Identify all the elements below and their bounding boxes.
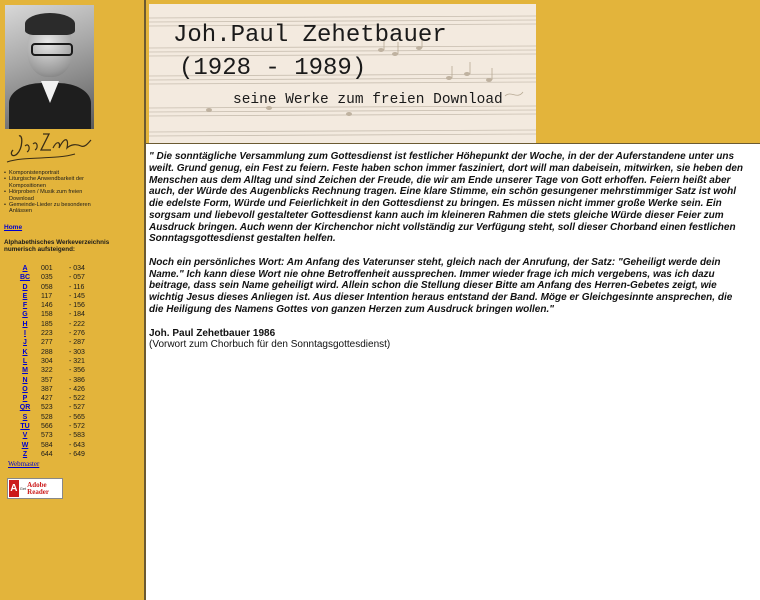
index-letter-link[interactable]: N [22, 376, 28, 384]
index-range-start: 322 [41, 367, 53, 375]
index-letter-link[interactable]: V [22, 432, 28, 440]
index-range-end: - 303 [69, 348, 85, 356]
index-row [14, 376, 109, 385]
portrait-hair [25, 13, 75, 35]
index-row [14, 273, 109, 282]
index-row [14, 338, 109, 347]
index-letter-link[interactable]: TU [20, 423, 30, 431]
index-letter-link[interactable]: K [22, 348, 28, 356]
index-range-end: - 287 [69, 339, 85, 347]
index-range-start: 427 [41, 395, 53, 403]
composer-portrait [5, 5, 94, 129]
menu-item-hoerproben[interactable] [4, 189, 100, 202]
index-heading: Alphabethisches Werkeverzeichnis numerisch aufsteigend: [4, 239, 110, 254]
quote-source: (Vorwort zum Chorbuch für den Sonntagsgottesdienst) [149, 339, 391, 351]
index-row [14, 403, 109, 412]
index-range-end: - 572 [69, 423, 85, 431]
bullet-icon: • [4, 170, 6, 176]
menu-item-gemeinde-lieder[interactable] [4, 202, 100, 215]
index-range-end: - 583 [69, 432, 85, 440]
badge-reader-label: Adobe Reader [27, 480, 49, 496]
index-range-end: - 321 [69, 357, 85, 365]
index-range-end: - 034 [69, 265, 85, 272]
index-row [14, 264, 109, 273]
index-range-end: - 386 [69, 376, 85, 384]
index-row [14, 329, 109, 338]
index-range-start: 644 [41, 450, 53, 458]
quote-paragraph: Noch ein persönliches Wort: Am Anfang des Vaterunser steht, gleich nach der Anrufung, der Satz: "Geheiligt werde dein Name." Ich kann diese Wort nie ohne Betroffenheit aussprechen. Immer wieder frage ich mich vergebens, was ich dazu beitrage, dass sein Name geheiligt wird. Allein schon die Stellung dieser Bitte am Anfang des Herren-Gebetes zeigt, wie wichtig Jesus dieses Anliegen ist. Aus dieser Intention heraus entstand der Band. Möge er Gleichgesinnte ansprechen, die die Heiligung des Namens Gottes von ganzen Herzen zum Ausdruck bringen wollen." [149, 256, 733, 315]
index-range-end: - 116 [69, 283, 85, 291]
index-row [14, 394, 109, 403]
index-range-start: 528 [41, 413, 53, 421]
index-letter-link[interactable]: A [22, 265, 28, 272]
index-letter-link[interactable]: I [24, 330, 26, 338]
index-range-start: 001 [41, 265, 53, 272]
index-row [14, 283, 109, 292]
index-row [14, 422, 109, 431]
index-range-end: - 222 [69, 320, 85, 328]
index-row [14, 450, 109, 459]
index-range-start: 146 [41, 302, 53, 310]
bullet-icon: • [4, 189, 6, 196]
page-title: Joh.Paul Zehetbauer [173, 22, 447, 49]
header-banner [149, 4, 536, 143]
index-range-start: 523 [41, 404, 53, 412]
index-letter-link[interactable]: E [22, 292, 28, 300]
index-letter-link[interactable]: W [21, 441, 29, 449]
index-letter-link[interactable]: L [22, 357, 28, 365]
menu-item-label: Hörproben / Musik zum freien Download [9, 189, 83, 202]
index-range-start: 223 [41, 330, 53, 338]
page-subtitle: seine Werke zum freien Download [233, 92, 503, 108]
index-range-start: 058 [41, 283, 53, 291]
menu-item-label: Gemeinde-Lieder zu besonderen Anlässen [9, 202, 91, 215]
header-divider [146, 143, 760, 144]
menu-item-label: Liturgische Anwendbarkeit der Kompositionen [9, 176, 84, 189]
index-range-start: 573 [41, 432, 53, 440]
bullet-icon: • [4, 176, 6, 183]
paragraph-spacer [149, 245, 749, 257]
index-range-end: - 156 [69, 302, 85, 310]
index-row [14, 292, 109, 301]
index-row [14, 357, 109, 366]
index-letter-link[interactable]: G [22, 311, 28, 319]
index-range-end: - 522 [69, 395, 85, 403]
index-range-end: - 276 [69, 330, 85, 338]
index-range-start: 288 [41, 348, 53, 356]
menu-item-label: Komponistenportrait [9, 170, 60, 176]
get-adobe-reader-badge[interactable] [7, 478, 63, 499]
badge-get-label: Get [19, 486, 27, 491]
index-range-end: - 426 [69, 385, 85, 393]
menu-item-liturgische-anwendbarkeit[interactable] [4, 176, 100, 189]
sidebar [0, 0, 144, 600]
index-letter-link[interactable]: H [22, 320, 28, 328]
index-letter-link[interactable]: M [22, 367, 28, 375]
index-row [14, 441, 109, 450]
index-letter-link[interactable]: F [22, 302, 28, 310]
index-row [14, 413, 109, 422]
index-row [14, 431, 109, 440]
index-range-start: 158 [41, 311, 53, 319]
life-years: (1928 - 1989) [179, 55, 367, 82]
index-range-start: 117 [41, 292, 53, 300]
index-letter-link[interactable]: Z [22, 450, 28, 458]
portrait-glasses [31, 43, 73, 56]
preface-quote [149, 151, 749, 316]
index-letter-link[interactable]: QR [19, 404, 31, 412]
index-letter-link[interactable]: S [22, 413, 28, 421]
index-letter-link[interactable]: O [22, 385, 28, 393]
index-row [14, 301, 109, 310]
index-range-end: - 145 [69, 292, 85, 300]
webmaster-link[interactable]: Webmaster [8, 460, 40, 468]
index-range-end: - 057 [69, 274, 85, 282]
index-row [14, 366, 109, 375]
quote-paragraph: " Die sonntägliche Versammlung zum Gottesdienst ist festlicher Höhepunkt der Woche, in der der Auferstandene unter uns weilt. Grund genug, ein Fest zu feiern. Feste haben schon immer fasziniert, dort will man dabeisein, mitwirken, sie heben den Menschen aus dem Alltag und sind Zeichen der Freude, die wir am Ende unserer Tage von Gott erhoffen. Feiern heißt aber auch, der Würde des Augenblicks Rechnung tragen. Eine klare Stimme, ein schön gesungener mehrstimmiger Satz ist wohl die edelste Form, Würde und Feierlichkeit in den Gottesdienst zu bringen. Es müssen nicht immer große Werke sein. Ein sorgsam und liebevoll gestalteter Gottesdienst kann auch im kleineren Rahmen die stets gleiche Würde dieser Feier zum Ausdruck bringen. Auch wenn der Kirchenchor nicht vollständig zur Verfügung steht, soll dieser Chorband einen festlichen Sonntagsgottesdienst gestalten helfen. [149, 151, 744, 245]
index-row [14, 310, 109, 319]
index-range-end: - 356 [69, 367, 85, 375]
home-link[interactable]: Home [4, 224, 23, 231]
index-range-start: 035 [41, 274, 53, 282]
index-range-start: 185 [41, 320, 53, 328]
work-index-table [14, 264, 109, 459]
index-range-end: - 527 [69, 404, 85, 412]
index-range-start: 584 [41, 441, 53, 449]
index-row [14, 320, 109, 329]
quote-author: Joh. Paul Zehetbauer 1986 [149, 327, 276, 339]
index-range-start: 566 [41, 423, 53, 431]
index-range-start: 387 [41, 385, 53, 393]
index-letter-link[interactable]: D [22, 283, 28, 291]
index-row [14, 385, 109, 394]
sidebar-menu [4, 170, 100, 215]
index-letter-link[interactable]: P [22, 395, 28, 403]
index-row [14, 348, 109, 357]
index-letter-link[interactable]: J [23, 339, 27, 347]
index-range-start: 277 [41, 339, 53, 347]
signature-image [5, 130, 93, 166]
main-content [149, 151, 749, 351]
adobe-logo-icon: A [9, 480, 19, 497]
index-letter-link[interactable]: BC [19, 274, 31, 282]
index-range-end: - 184 [69, 311, 85, 319]
bullet-icon: • [4, 202, 6, 209]
index-range-start: 357 [41, 376, 53, 384]
index-range-end: - 643 [69, 441, 85, 449]
index-range-end: - 565 [69, 413, 85, 421]
index-range-start: 304 [41, 357, 53, 365]
index-range-end: - 649 [69, 450, 85, 458]
